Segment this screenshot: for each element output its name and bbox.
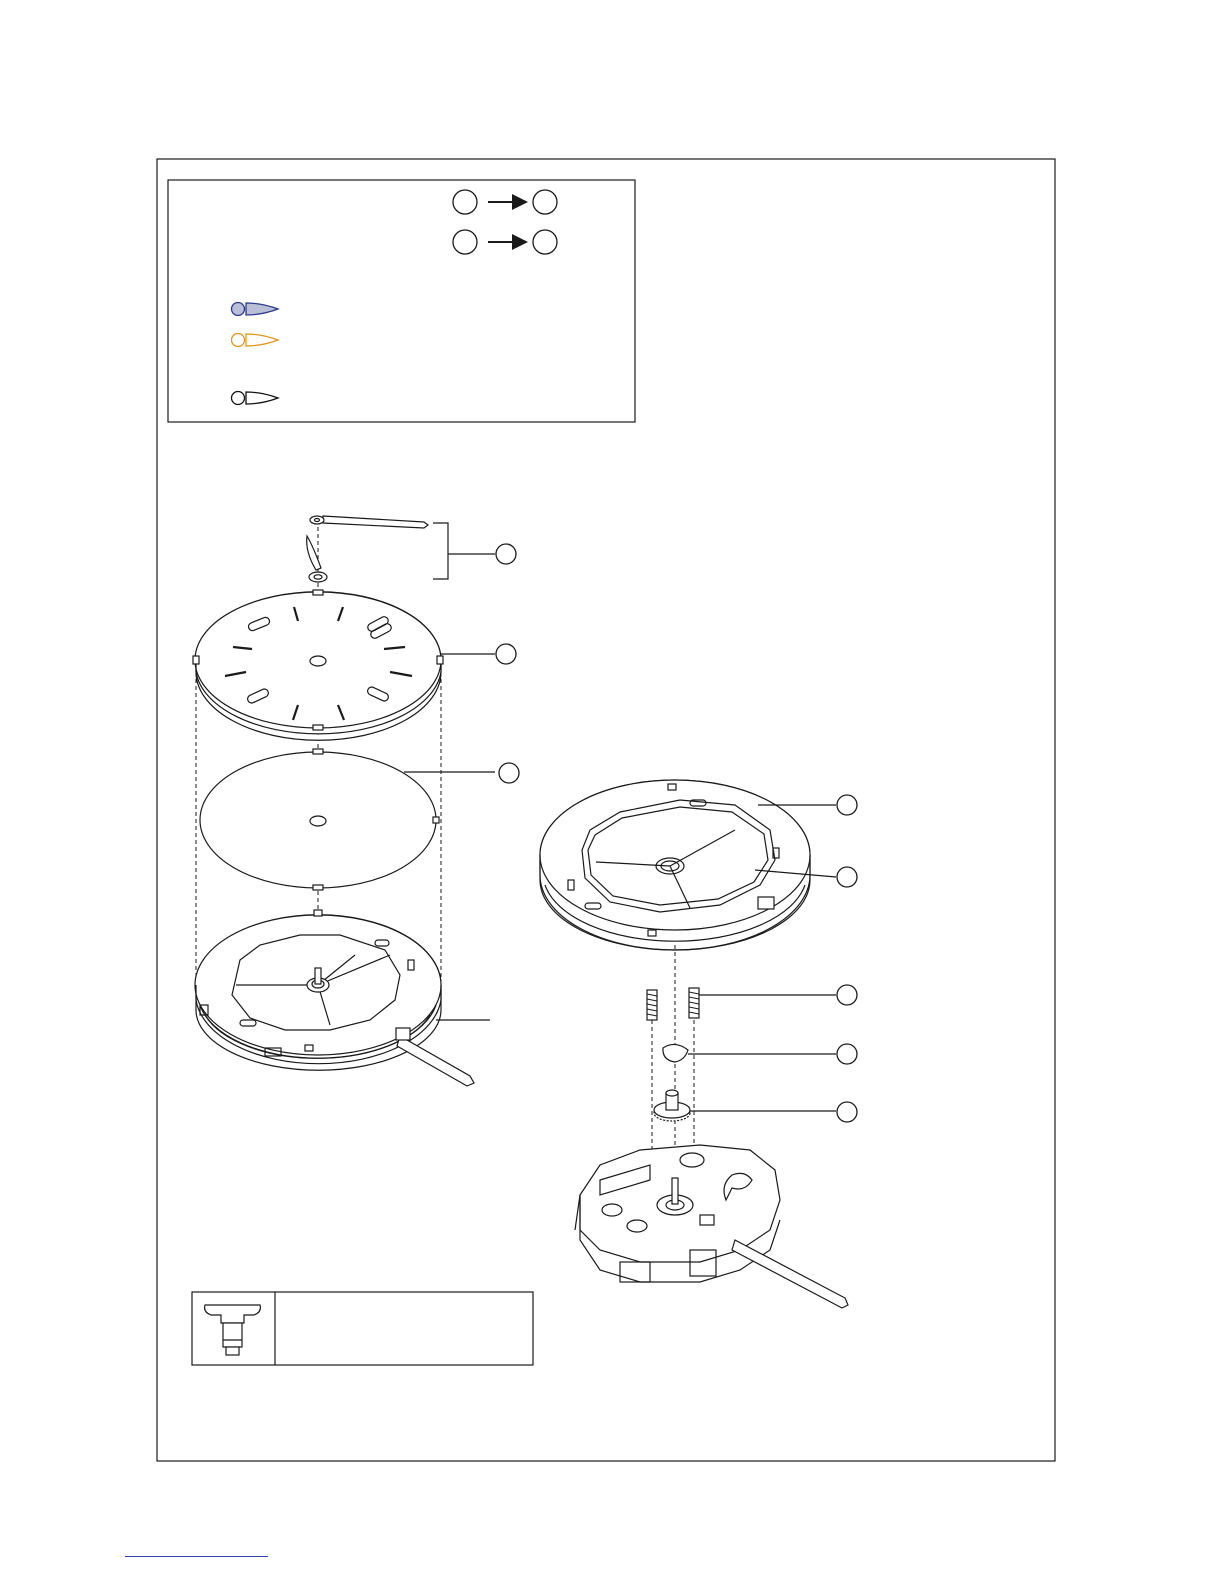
hour-hand xyxy=(307,536,321,570)
step-to-circle xyxy=(533,230,557,254)
callout-dial xyxy=(496,644,516,664)
arrow-right-icon xyxy=(512,234,528,250)
hand-symbol-black xyxy=(232,392,279,405)
dial-ring-upper xyxy=(540,780,836,950)
movement-left xyxy=(195,910,490,1086)
callout-dial-spacer xyxy=(499,763,519,783)
movement-right xyxy=(575,1145,848,1308)
footer-rule xyxy=(125,1556,268,1557)
callout-washer xyxy=(837,1044,857,1064)
washer xyxy=(663,1044,836,1062)
winding-stem xyxy=(397,1036,474,1086)
legend-box xyxy=(168,180,635,422)
callout-dial-ring-window xyxy=(837,867,857,887)
hand-setting-tool-icon xyxy=(205,1305,261,1355)
dial xyxy=(193,590,495,740)
callout-dial-ring-upper xyxy=(837,795,857,815)
arrow-right-icon xyxy=(512,194,528,210)
step-from-circle xyxy=(453,230,477,254)
step-to-circle xyxy=(533,190,557,214)
callout-hour-wheel xyxy=(837,1102,857,1122)
callout-spring-pins xyxy=(837,985,857,1005)
winding-stem-right xyxy=(732,1240,848,1308)
hand-lubricant-outline-icon xyxy=(246,334,278,346)
hands-assembly xyxy=(307,516,495,582)
hour-wheel xyxy=(654,1090,836,1121)
hand-symbol-orange xyxy=(232,334,279,347)
hand-lubricant-filled-icon xyxy=(246,303,278,315)
minute-hand xyxy=(323,516,428,528)
dial-spacer xyxy=(200,749,495,890)
hand-lubricant-outline-icon xyxy=(246,392,278,404)
step-from-circle xyxy=(453,190,477,214)
sequence-row-2 xyxy=(453,230,557,254)
callout-hands xyxy=(496,544,516,564)
hand-symbol-blue xyxy=(232,303,279,316)
sequence-row-1 xyxy=(453,190,557,214)
tool-box xyxy=(192,1292,533,1365)
